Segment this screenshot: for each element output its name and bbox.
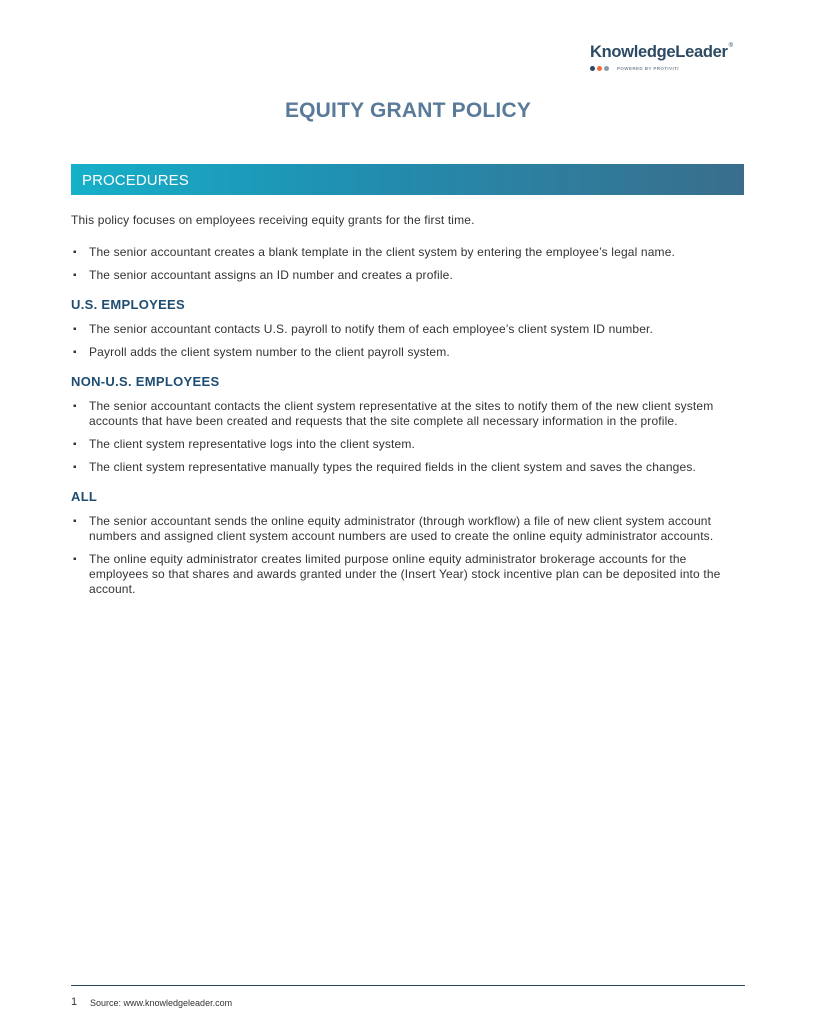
- list-item-text: The senior accountant contacts U.S. payroll to notify them of each employee’s client system ID number.: [89, 322, 654, 336]
- list-item-text: Payroll adds the client system number to the client payroll system.: [89, 345, 450, 359]
- section-banner: [71, 164, 744, 195]
- bullet-icon: ▪: [73, 247, 77, 258]
- list-item-text: The senior accountant assigns an ID number and creates a profile.: [89, 268, 453, 282]
- bullet-icon: ▪: [73, 401, 77, 412]
- trademark-symbol: ®: [728, 43, 733, 49]
- list-item: [71, 552, 741, 597]
- bullet-icon: ▪: [73, 554, 77, 565]
- page-title: EQUITY GRANT POLICY: [284, 99, 532, 122]
- footer-source: Source: www.knowledgeleader.com: [90, 998, 233, 1008]
- logo-dot-icon: [604, 66, 609, 71]
- list-item: [71, 460, 741, 475]
- list-item: [71, 437, 741, 452]
- list-item-text: The senior accountant sends the online equity administrator (through workflow) a file of new client system account numbers and assigned client system account numbers are used to create the online equity administrator accounts.: [89, 514, 714, 543]
- list-item-text: The senior accountant creates a blank template in the client system by entering the employee’s legal name.: [89, 245, 675, 259]
- document-body: [71, 213, 741, 605]
- bullet-icon: ▪: [73, 462, 77, 473]
- bullet-icon: ▪: [73, 516, 77, 527]
- section-heading-all: ALL: [71, 489, 98, 504]
- logo-wordmark: [590, 43, 750, 62]
- section-heading-us-employees: U.S. EMPLOYEES: [71, 297, 186, 312]
- page-number: 1: [71, 996, 78, 1008]
- bullet-icon: ▪: [73, 324, 77, 335]
- intro-paragraph: This policy focuses on employees receiving equity grants for the first time.: [71, 213, 475, 227]
- list-item: [71, 268, 741, 283]
- bullet-icon: ▪: [73, 439, 77, 450]
- footer-divider: [71, 985, 745, 986]
- logo-dot-icon: [597, 66, 602, 71]
- non-us-employees-list: [71, 399, 741, 475]
- banner-label: PROCEDURES: [82, 172, 189, 189]
- list-item: [71, 399, 741, 429]
- procedures-list: [71, 245, 741, 283]
- logo-subline: [590, 66, 750, 71]
- bullet-icon: ▪: [73, 347, 77, 358]
- knowledgeleader-logo: [590, 43, 750, 71]
- all-list: [71, 514, 741, 597]
- list-item-text: The client system representative manually types the required fields in the client system and saves the changes.: [89, 460, 696, 474]
- list-item: [71, 514, 741, 544]
- list-item: [71, 245, 741, 260]
- bullet-icon: ▪: [73, 270, 77, 281]
- list-item-text: The client system representative logs into the client system.: [89, 437, 415, 451]
- list-item-text: The online equity administrator creates limited purpose online equity administrator brokerage accounts for the employees so that shares and awards granted under the (Insert Year) stock incentive plan can be deposited into the account.: [89, 552, 721, 596]
- logo-name-text: KnowledgeLeader: [590, 43, 728, 61]
- logo-dot-icon: [590, 66, 595, 71]
- us-employees-list: [71, 322, 741, 360]
- section-heading-non-us-employees: NON-U.S. EMPLOYEES: [71, 374, 220, 389]
- list-item: [71, 322, 741, 337]
- logo-tagline: POWERED BY PROTIVITI: [617, 66, 679, 71]
- list-item-text: The senior accountant contacts the client system representative at the sites to notify them of the new client system accounts that have been created and requests that the site complete all necessary information in the profile.: [89, 399, 714, 428]
- list-item: [71, 345, 741, 360]
